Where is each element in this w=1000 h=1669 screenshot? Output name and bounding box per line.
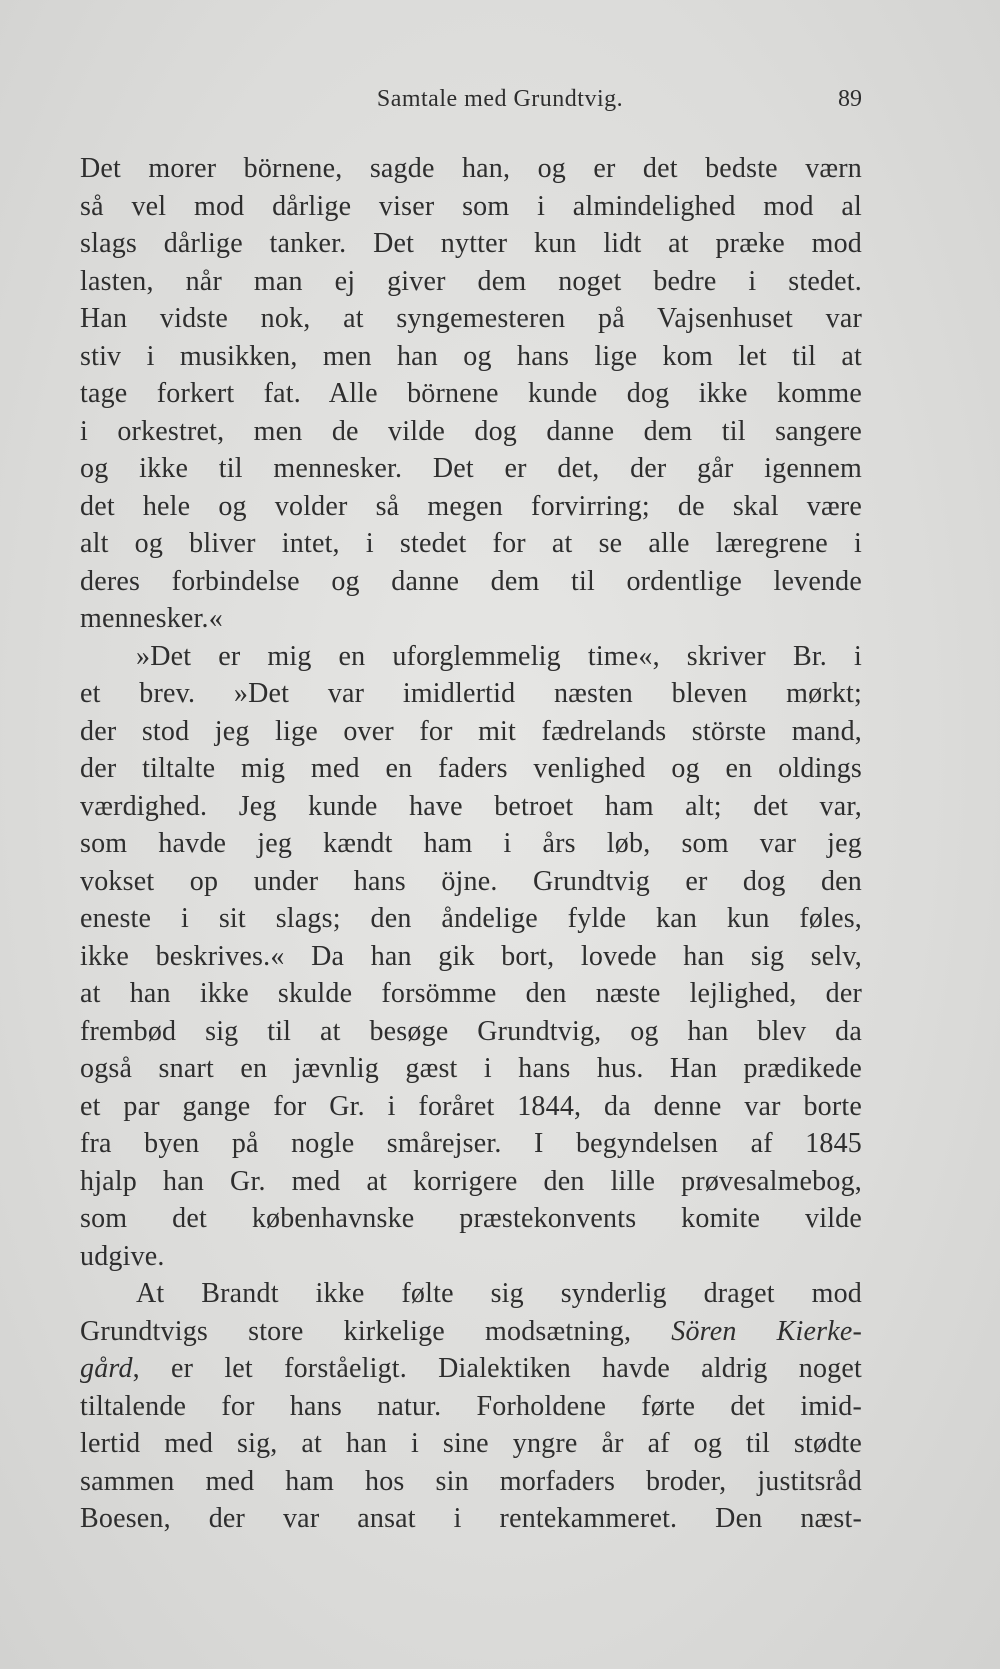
text-line: fra byen på nogle smårejser. I begyndelsen af 1845 <box>80 1128 862 1159</box>
text-line: tage forkert fat. Alle börnene kunde dog ikke komme <box>80 378 862 409</box>
italic-name: Sören Kierke- <box>671 1315 862 1347</box>
text-line: et par gange for Gr. i foråret 1844, da denne var borte <box>80 1090 862 1122</box>
text-line: mennesker.« <box>80 603 223 634</box>
text-line: Det morer börnene, sagde han, og er det bedste værn <box>80 153 862 184</box>
page-number: 89 <box>838 86 862 112</box>
text-line: lertid med sig, at han i sine yngre år af og til stødte <box>80 1428 862 1459</box>
text-line: deres forbindelse og danne dem til ordentlige levende <box>80 565 862 597</box>
text-segment: Grundtvigs store kirkelige modsætning, <box>80 1315 672 1347</box>
text-line: også snart en jævnlig gæst i hans hus. Han prædikede <box>80 1053 862 1084</box>
text-line: ikke beskrives.« Da han gik bort, lovede han sig selv, <box>80 940 862 972</box>
text-line: alt og bliver intet, i stedet for at se alle læregrene i <box>80 528 862 559</box>
text-line: det hele og volder så megen forvirring; de skal være <box>80 490 862 522</box>
text-line: et brev. »Det var imidlertid næsten bleven mørkt; <box>80 678 862 709</box>
text-line: så vel mod dårlige viser som i almindelighed mod al <box>80 190 862 222</box>
text-line: »Det er mig en uforglemmelig time«, skriver Br. i <box>136 640 862 672</box>
text-line: eneste i sit slags; den åndelige fylde kan kun føles, <box>80 903 862 934</box>
text-line: At Brandt ikke følte sig synderlig draget mod <box>136 1278 862 1309</box>
text-line: lasten, når man ej giver dem noget bedre i stedet. <box>80 265 862 297</box>
text-line: sammen med ham hos sin morfaders broder, justitsråd <box>80 1465 862 1497</box>
text-line: at han ikke skulde forsömme den næste lejlighed, der <box>80 978 862 1009</box>
text-line <box>80 1313 862 1351</box>
text-segment: , er let forståeligt. Dialektiken havde aldrig noget <box>132 1353 862 1384</box>
text-line: Boesen, der var ansat i rentekammeret. Den næst- <box>80 1503 862 1534</box>
text-line <box>80 1350 862 1388</box>
text-line: hjalp han Gr. med at korrigere den lille prøvesalmebog, <box>80 1165 862 1197</box>
text-line: udgive. <box>80 1240 165 1272</box>
text-line: der tiltalte mig med en faders venlighed og en oldings <box>80 753 862 784</box>
text-line: i orkestret, men de vilde dog danne dem til sangere <box>80 415 862 447</box>
running-title: Samtale med Grundtvig. <box>376 86 624 112</box>
text-line: og ikke til mennesker. Det er det, der går igennem <box>80 453 862 484</box>
body-text <box>80 150 862 1538</box>
text-line: frembød sig til at besøge Grundtvig, og han blev da <box>80 1015 862 1047</box>
italic-name: gård <box>80 1353 133 1384</box>
text-line: tiltalende for hans natur. Forholdene førte det imid- <box>80 1390 862 1422</box>
text-line: værdighed. Jeg kunde have betroet ham alt; det var, <box>80 790 862 822</box>
text-line: der stod jeg lige over for mit fædrelands störste mand, <box>80 715 862 747</box>
text-line: Han vidste nok, at syngemesteren på Vajsenhuset var <box>80 303 862 334</box>
page-header <box>0 86 1000 126</box>
text-line: som havde jeg kændt ham i års løb, som var jeg <box>80 828 862 859</box>
text-line: stiv i musikken, men han og hans lige kom let til at <box>80 340 862 372</box>
text-line: slags dårlige tanker. Det nytter kun lidt at præke mod <box>80 228 862 259</box>
text-line: vokset op under hans öjne. Grundtvig er dog den <box>80 865 862 897</box>
text-line: som det københavnske præstekonvents komite vilde <box>80 1203 862 1234</box>
